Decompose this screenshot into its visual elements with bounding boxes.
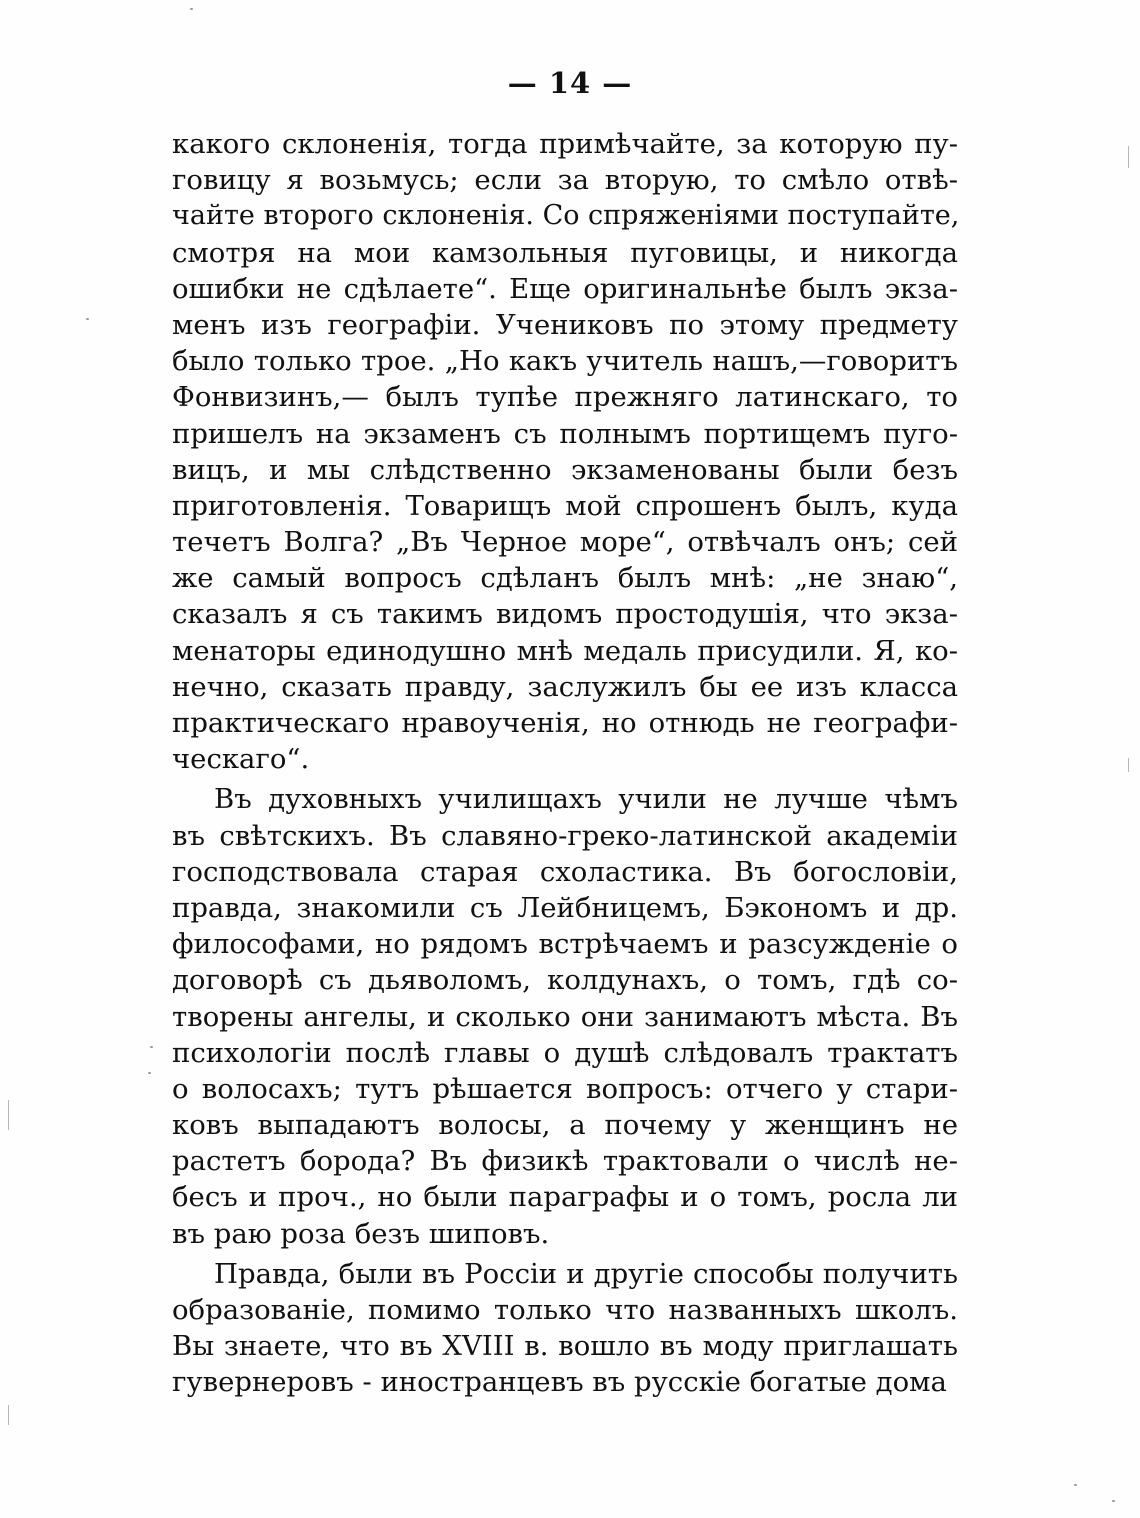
- text-line: гувернеровъ - иностранцевъ въ русскіе богатые дома: [172, 1366, 947, 1399]
- text-line: Вы знаете, что въ XVIII в. вошло въ моду приглашать: [172, 1330, 958, 1363]
- text-line: договорѣ съ дьяволомъ, колдунахъ, о томъ, гдѣ со-: [172, 964, 958, 997]
- text-line: философами, но рядомъ встрѣчаемъ и разсужденіе о: [172, 928, 958, 961]
- text-line: о волосахъ; тутъ рѣшается вопросъ: отчего у стари-: [172, 1072, 958, 1105]
- text-line: сказалъ я съ такимъ видомъ простодушія, что экза-: [172, 598, 958, 631]
- paragraph: [172, 781, 958, 1251]
- text-line: чайте второго склоненія. Со спряженіями поступайте,: [172, 200, 960, 232]
- text-line: менъ изъ географіи. Учениковъ по этому предмету: [172, 308, 958, 341]
- text-line: растетъ борода? Въ физикѣ трактовали о числѣ не-: [172, 1145, 958, 1178]
- text-line: течетъ Волга? „Въ Черное море“, отвѣчалъ онъ; сей: [172, 526, 958, 559]
- text-line: ческаго“.: [172, 743, 310, 776]
- text-line: смотря на мои камзольныя пуговицы, и никогда: [172, 236, 958, 269]
- text-line: нечно, сказать правду, заслужилъ бы ее изъ класса: [172, 670, 958, 703]
- text-line: въ раю роза безъ шиповъ.: [172, 1217, 550, 1250]
- text-line: Фонвизинъ,— былъ тупѣе прежняго латинскаго, то: [172, 381, 958, 414]
- text-line: бесъ и проч., но были параграфы и о томъ, росла ли: [172, 1181, 958, 1214]
- text-line: же самый вопросъ сдѣланъ былъ мнѣ: „не знаю“,: [172, 562, 958, 595]
- scan-speck: [150, 1046, 153, 1048]
- text-line: говицу я возьмусь; если за вторую, то смѣло отвѣ-: [172, 164, 958, 197]
- text-line: творены ангелы, и сколько они занимаютъ мѣста. Въ: [172, 1000, 958, 1033]
- text-line: менаторы единодушно мнѣ медаль присудили. Я, ко-: [172, 634, 958, 667]
- scan-speck: [1074, 1484, 1077, 1486]
- paragraph: [172, 126, 958, 777]
- text-line: Правда, были въ Россіи и другіе способы получить: [214, 1257, 958, 1290]
- body-text: [172, 126, 958, 1401]
- paragraph: [172, 1256, 958, 1401]
- scan-speck: [86, 318, 89, 320]
- text-line: господствовала старая схоластика. Въ богословіи,: [172, 855, 958, 888]
- text-line: психологіи послѣ главы о душѣ слѣдовалъ трактатъ: [172, 1036, 958, 1069]
- scan-edge-mark: [1128, 758, 1129, 772]
- text-line: образованіе, помимо только что названныхъ школъ.: [172, 1294, 958, 1326]
- text-line: вицъ, и мы слѣдственно экзаменованы были безъ: [172, 453, 958, 486]
- text-line: приготовленія. Товарищъ мой спрошенъ былъ, куда: [172, 489, 958, 522]
- text-line: Въ духовныхъ училищахъ учили не лучше чѣмъ: [214, 783, 958, 816]
- text-line: было только трое. „Но какъ учитель нашъ,—говоритъ: [172, 345, 958, 378]
- text-line: пришелъ на экзаменъ съ полнымъ портищемъ пуго-: [172, 417, 958, 450]
- text-line: въ свѣтскихъ. Въ славяно-греко-латинской академіи: [172, 819, 958, 852]
- scan-edge-mark: [8, 1405, 9, 1425]
- text-line: правда, знакомили съ Лейбницемъ, Бэкономъ и др.: [172, 891, 958, 924]
- text-line: практическаго нравоученія, но отнюдь не географи-: [172, 707, 958, 739]
- page-number: — 14 —: [507, 66, 633, 100]
- text-line: ошибки не сдѣлаете“. Еще оригинальнѣе былъ экза-: [172, 272, 958, 305]
- text-line: ковъ выпадаютъ волосы, а почему у женщинъ не: [172, 1109, 958, 1142]
- scan-speck: [148, 1072, 151, 1074]
- text-line: какого склоненія, тогда примѣчайте, за которую пу-: [172, 128, 958, 160]
- scan-edge-mark: [8, 1100, 9, 1130]
- scan-speck: [190, 8, 193, 10]
- scan-edge-mark: [1128, 146, 1129, 168]
- scan-speck: [1112, 1500, 1115, 1502]
